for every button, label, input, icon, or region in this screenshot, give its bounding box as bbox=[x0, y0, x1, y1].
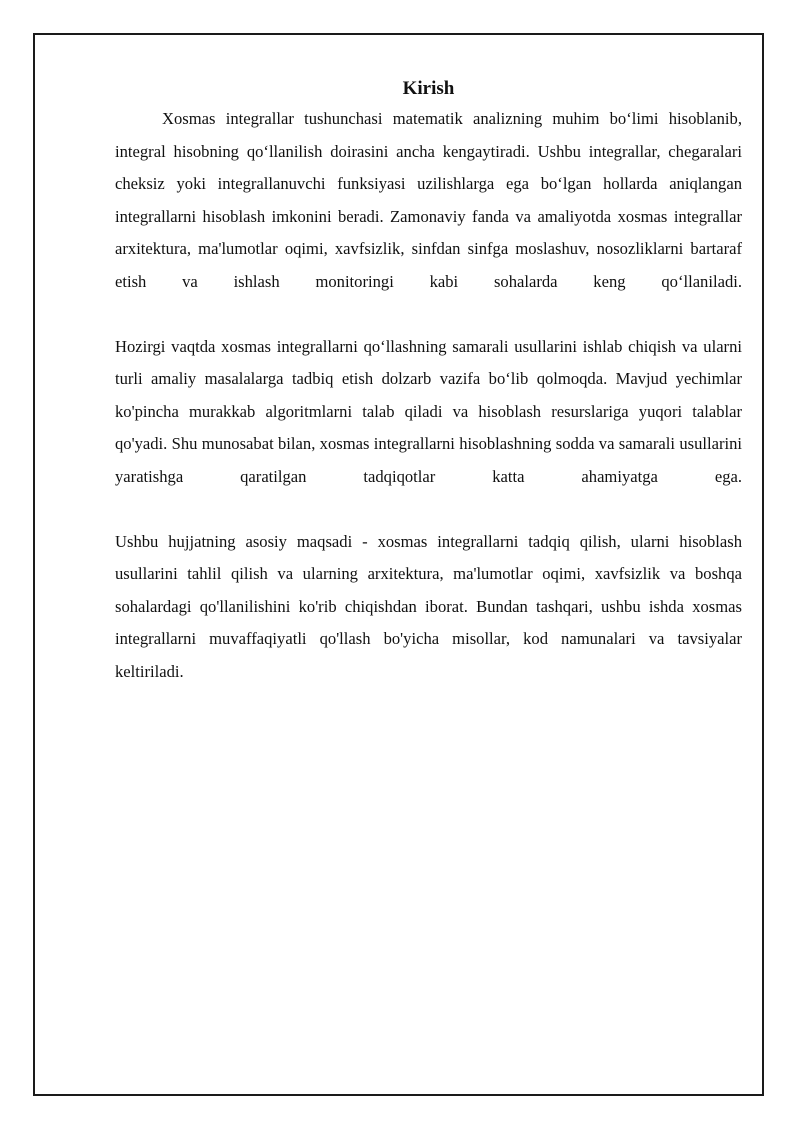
document-body bbox=[115, 76, 742, 688]
paragraph-intro: Xosmas integrallar tushunchasi matematik analizning muhim bo‘limi hisoblanib, integral hisobning qo‘llanilish doirasini ancha kengaytiradi. Ushbu integrallar, chegaralari cheksiz yoki integrallanuvchi funksiyasi uzilishlarga ega bo‘lgan hollarda aniqlangan integrallarni hisoblash imkonini beradi. Zamonaviy fanda va amaliyotda xosmas integrallar arxitektura, ma'lumotlar oqimi, xavfsizlik, sinfdan sinfga moslashuv, nosozliklarni bartaraf etish va ishlash monitoringi kabi sohalarda keng qo‘llaniladi. bbox=[115, 109, 742, 291]
paragraph-purpose: Ushbu hujjatning asosiy maqsadi - xosmas integrallarni tadqiq qilish, ularni hisoblash usullarini tahlil qilish va ularning arxitektura, ma'lumotlar oqimi, xavfsizlik va boshqa sohalardagi qo'llanilishini ko'rib chiqishdan iborat. Bundan tashqari, ushbu ishda xosmas integrallarni muvaffaqiyatli qo'llash bo'yicha misollar, kod namunalari va tavsiyalar keltiriladi. bbox=[115, 531, 742, 681]
document-title: Kirish bbox=[402, 78, 455, 99]
paragraph-relevance: Hozirgi vaqtda xosmas integrallarni qo‘llashning samarali usullarini ishlab chiqish va ularni turli amaliy masalalarga tadbiq etish dolzarb vazifa bo‘lib qolmoqda. Mavjud yechimlar ko'pincha murakkab algoritmlarni talab qiladi va hisoblash resurslariga yuqori talablar qo'yadi. Shu munosabat bilan, xosmas integrallarni hisoblashning sodda va samarali usullarini yaratishga qaratilgan tadqiqotlar katta ahamiyatga ega. bbox=[115, 336, 742, 486]
paragraph-gap bbox=[115, 493, 742, 526]
paragraph-gap bbox=[115, 298, 742, 331]
